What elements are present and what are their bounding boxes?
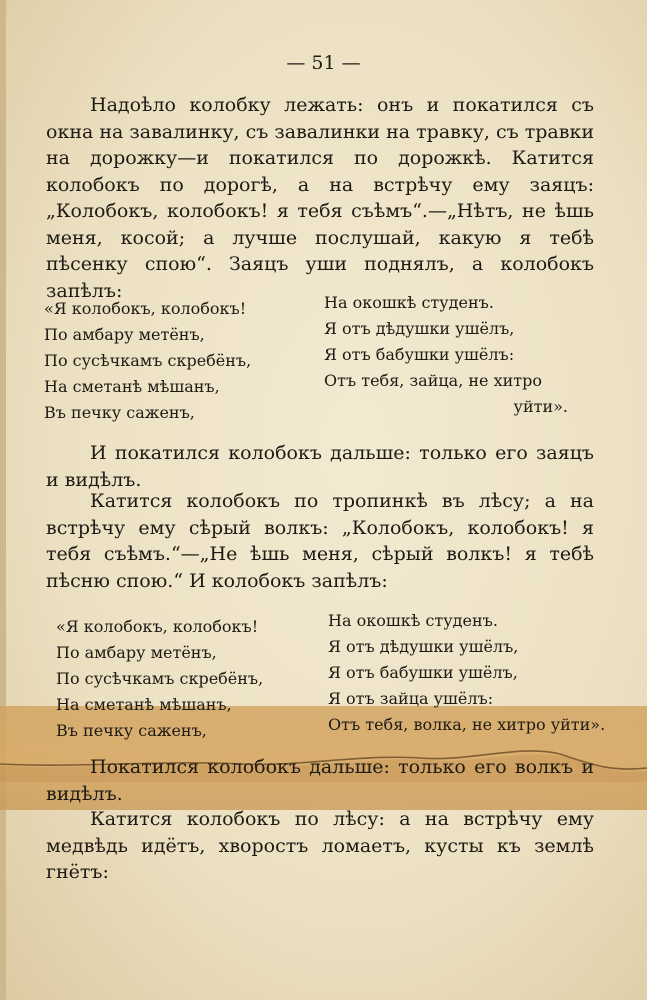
paragraph-2 xyxy=(46,440,594,493)
song-2-right xyxy=(328,608,608,738)
paragraph-5-text: Катится колобокъ по лѣсу: а на встрѣчу ему медвѣдь идётъ, хворостъ ломаетъ, кусты къ землѣ гнётъ: xyxy=(46,808,594,883)
paragraph-1 xyxy=(46,92,594,304)
verse-line: По амбару метёнъ, xyxy=(56,643,217,662)
verse-line: Я отъ бабушки ушёлъ: xyxy=(324,345,515,364)
verse-line: На сметанѣ мѣшанъ, xyxy=(56,695,232,714)
paragraph-4 xyxy=(46,754,594,807)
verse-line: Я отъ дѣдушки ушёлъ, xyxy=(324,319,515,338)
paragraph-3-text: Катится колобокъ по тропинкѣ въ лѣсу; а на встрѣчу ему сѣрый волкъ: „Колобокъ, колобокъ! я тебя съѣмъ.“—„Не ѣшь меня, сѣрый волкъ! я тебѣ пѣсню спою.“ И колобокъ запѣлъ: xyxy=(46,490,594,592)
paragraph-1-text: Надоѣло колобку лежать: онъ и покатился съ окна на завалинку, съ завалинки на травку, съ травки на дорожку—и покатился по дорожкѣ. Катится колобокъ по дорогѣ, а на встрѣчу ему заяцъ: „Колобокъ, колобокъ! я тебя съѣмъ“.—„Нѣтъ, не ѣшь меня, косой; а лучше послушай, какую я тебѣ пѣсенку спою“. Заяцъ уши поднялъ, а колобокъ запѣлъ: xyxy=(46,94,594,302)
verse-line: На окошкѣ студенъ. xyxy=(324,293,494,312)
song-1-left xyxy=(44,296,274,426)
page-edge xyxy=(0,0,6,1000)
verse-line: Я отъ зайца ушёлъ: xyxy=(328,689,494,708)
verse-line: уйти». xyxy=(513,397,568,416)
paragraph-5 xyxy=(46,806,594,886)
song-1-right xyxy=(324,290,574,420)
verse-line: По сусѣчкамъ скребёнъ, xyxy=(56,669,264,688)
verse-line: На сметанѣ мѣшанъ, xyxy=(44,377,220,396)
verse-line: По сусѣчкамъ скребёнъ, xyxy=(44,351,252,370)
verse-line: Въ печку саженъ, xyxy=(56,721,207,740)
verse-line: Я отъ бабушки ушёлъ, xyxy=(328,663,518,682)
paragraph-3 xyxy=(46,488,594,594)
verse-line: По амбару метёнъ, xyxy=(44,325,205,344)
paragraph-4-text: Покатился колобокъ дальше: только его волкъ и видѣлъ. xyxy=(46,756,594,805)
verse-line: Я отъ дѣдушки ушёлъ, xyxy=(328,637,519,656)
verse-line: Въ печку саженъ, xyxy=(44,403,195,422)
verse-line: «Я колобокъ, колобокъ! xyxy=(44,299,247,318)
page-number: — 51 — xyxy=(286,52,361,74)
song-2-left xyxy=(56,614,286,744)
verse-line: Отъ тебя, зайца, не хитро xyxy=(324,371,543,390)
verse-line: «Я колобокъ, колобокъ! xyxy=(56,617,259,636)
verse-line: На окошкѣ студенъ. xyxy=(328,611,498,630)
verse-line: Отъ тебя, волка, не хитро уйти». xyxy=(328,715,606,734)
paragraph-2-text: И покатился колобокъ дальше: только его заяцъ и видѣлъ. xyxy=(46,442,594,491)
